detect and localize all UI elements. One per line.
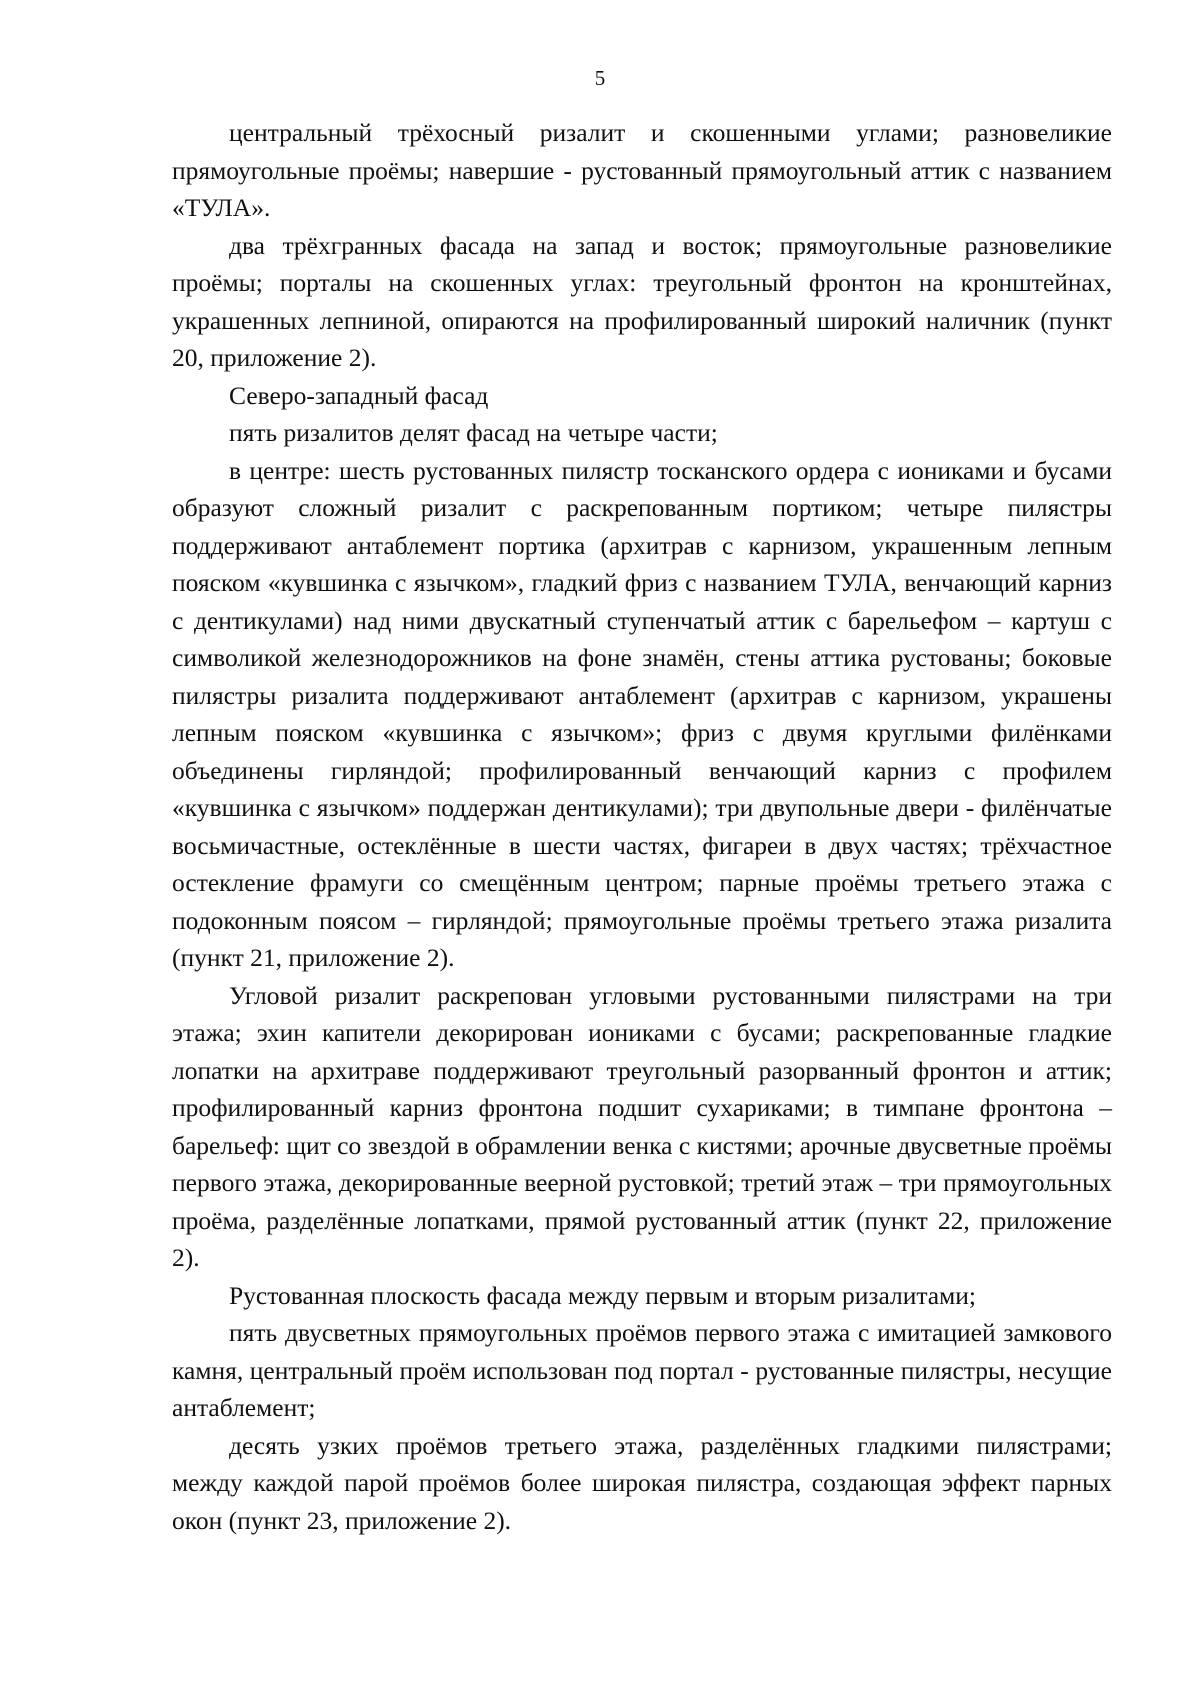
paragraph-five-risalits: пять ризалитов делят фасад на четыре части; [229,418,718,447]
paragraph-third-floor-openings: десять узких проёмов третьего этажа, разделённых гладкими пилястрами; между каждой парой проёмов более широкая пилястра, создающая эффект парных окон (пункт 23, приложение 2). [172,1430,1112,1535]
paragraph-trihedral-facades: два трёхгранных фасада на запад и восток; прямоугольные разновеликие проёмы; порталы на скошенных углах: треугольный фронтон на кронштейнах, украшенных лепниной, опираются на профилированный широкий наличник (пункт 20, приложение 2). [172,230,1112,372]
paragraph-first-floor-openings: пять двусветных прямоугольных проёмов первого этажа с имитацией замкового камня, центральный проём использован под портал - рустованные пилястры, несущие антаблемент; [172,1318,1112,1422]
paragraph-rusticated-plane: Рустованная плоскость фасада между первым и вторым ризалитами; [229,1280,976,1310]
document-body [172,114,1112,1539]
page-number: 5 [594,66,606,90]
section-heading-northwest-facade: Северо-западный фасад [229,380,489,410]
paragraph-corner-risalit: Угловой ризалит раскрепован угловыми рустованными пилястрами на три этажа; эхин капители декорирован иониками с бусами; раскрепованные гладкие лопатки на архитраве поддерживают треугольный разорванный фронтон и аттик; профилированный карниз фронтона подшит сухариками; в тимпане фронтона – барельеф: щит со звездой в обрамлении венка с кистями; арочные двусветные проёмы первого этажа, декорированные веерной рустовкой; третий этаж – три прямоугольных проёма, разделённые лопатками, прямой рустованный аттик (пункт 22, приложение 2). [172,980,1112,1272]
paragraph-central-risalit: центральный трёхосный ризалит и скошенными углами; разновеликие прямоугольные проёмы; навершие - рустованный прямоугольный аттик с названием «ТУЛА». [172,118,1112,222]
paragraph-center-portico: в центре: шесть рустованных пилястр тосканского ордера с иониками и бусами образуют сложный ризалит с раскрепованным портиком; четыре пилястры поддерживают антаблемент портика (архитрав с карнизом, украшенным лепным пояском «кувшинка с язычком», гладкий фриз с названием ТУЛА, венчающий карниз с дентикулами) над ними двускатный ступенчатый аттик с барельефом – картуш с символикой железнодорожников на фоне знамён, стены аттика рустованы; боковые пилястры ризалита поддерживают антаблемент (архитрав с карнизом, украшены лепным пояском «кувшинка с язычком»; фриз с двумя круглыми филёнками объединены гирляндой; профилированный венчающий карниз с профилем «кувшинка с язычком» поддержан дентикулами); три двупольные двери - филёнчатые восьмичастные, остеклённые в шести частях, фигареи в двух частях; трёхчастное остекление фрамуги со смещённым центром; парные проёмы третьего этажа с подоконным поясом – гирляндой; прямоугольные проёмы третьего этажа ризалита (пункт 21, приложение 2). [172,455,1112,972]
